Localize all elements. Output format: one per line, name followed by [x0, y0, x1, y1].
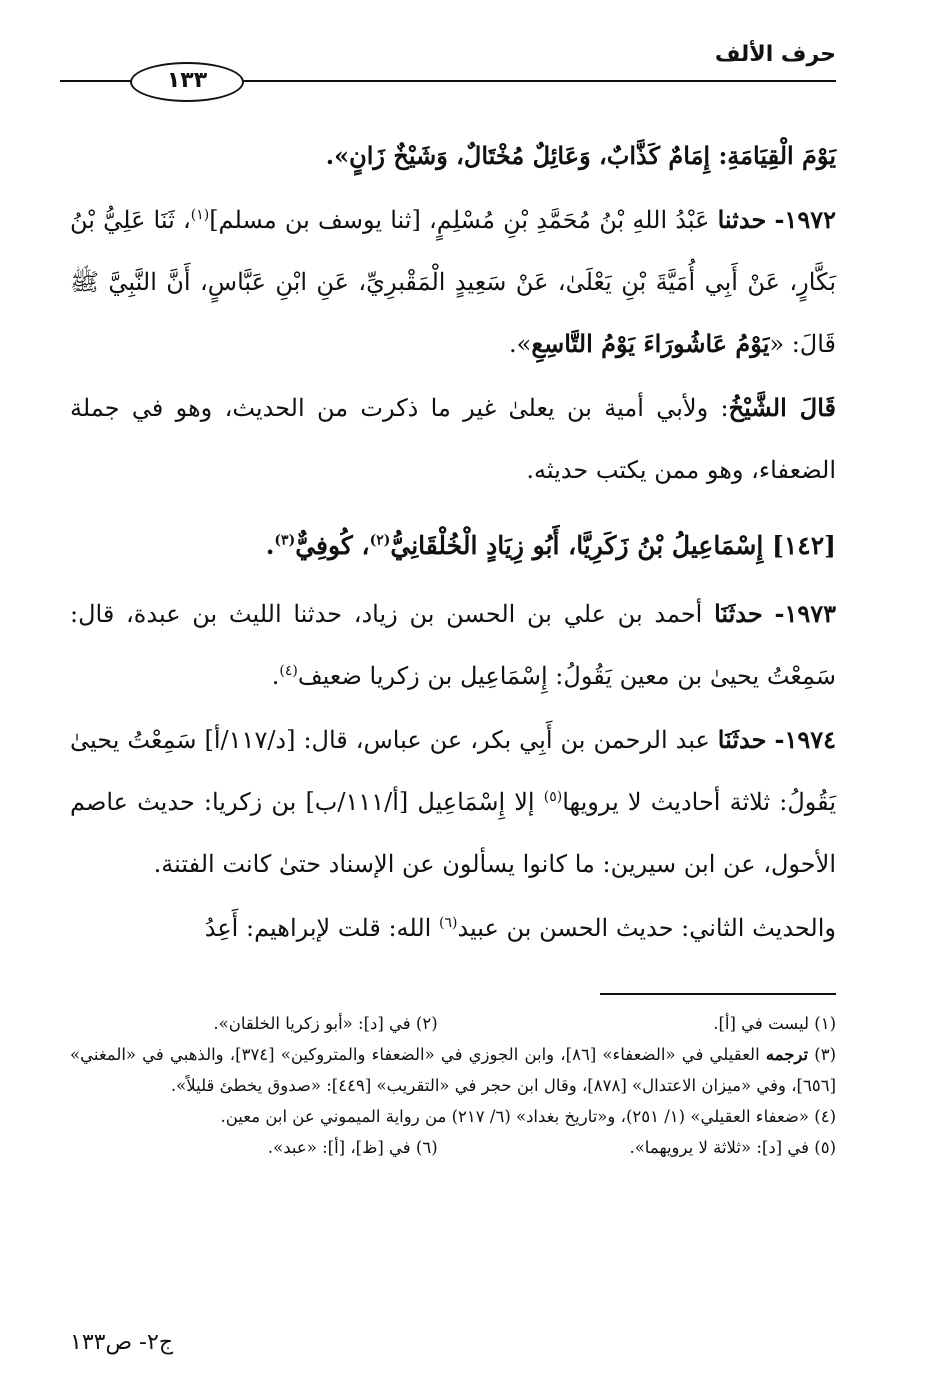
hadith-number: ١٩٧٣- [774, 599, 836, 628]
entry-heading: [١٤٢] إِسْمَاعِيلُ بْنُ زَكَرِيَّا، أَبُو زِيَادٍ الْخُلْقَانِيُّ$^{(٢)}$، كُوفِيٌّ$^{(٣)}$. [265, 531, 836, 560]
footnote-ref: (٦) [438, 915, 458, 931]
page-header [60, 40, 836, 93]
footnotes [70, 1008, 836, 1163]
footnote-row [70, 1132, 836, 1163]
second-hadith-text: والحديث الثاني: حديث الحسن بن عبيد$^{(٦)}$ الله: قلت لإبراهيم: أَعِدُ [204, 914, 836, 942]
footnote-ref: (٥) [543, 789, 563, 805]
hadith-1972: ١٩٧٢- حدثنا عَبْدُ اللهِ بْنُ مُحَمَّدِ بْنِ مُسْلِمٍ، [ثنا يوسف بن مسلم]$^{(١)}$، ثَنَا عَلِيُّ بْنُ بَكَّارٍ، عَنْ أَبِي أُمَيَّةَ بْنِ يَعْلَىٰ، عَنْ سَعِيدٍ الْمَقْبرِيِّ، عَنِ ابْنِ عَبَّاسٍ، أَنَّ النَّبِيَّ ﷺ قَالَ: «يَوْمُ عَاشُورَاءَ يَوْمُ التَّاسِعِ». [70, 205, 836, 358]
footnote-3: (٣) ترجمه العقيلي في «الضعفاء» [٨٦]، وابن الجوزي في «الضعفاء والمتروكين» [٣٧٤]، والذهبي في «المغني» [٦٥٦]، وفي «ميزان الاعتدال» [٨٧٨]، وقال ابن حجر في «التقريب» [٤٤٩]: «صدوق يخطئ قليلاً». [70, 1045, 837, 1095]
paragraph-continuation: يَوْمَ الْقِيَامَةِ: إِمَامٌ كَذَّابٌ، وَعَائِلٌ مُخْتَالٌ، وَشَيْخٌ زَانٍ». [325, 141, 836, 170]
footnote-ref: (١) [190, 207, 210, 223]
footnote-2: (٢) في [د]: «أبو زكريا الخلقان». [213, 1014, 438, 1033]
footnote-ref: (٤) [279, 663, 298, 679]
footnote-row [70, 1008, 836, 1039]
footnote-5: (٥) في [د]: «ثلاثة لا يرويهما». [629, 1138, 836, 1157]
main-text [70, 125, 836, 961]
running-title: حرف الألف [714, 42, 836, 67]
hadith-1973: ١٩٧٣- حدثَنَا أحمد بن علي بن الحسن بن زياد، حدثنا الليث بن عبدة، قال: سَمِعْتُ يحيىٰ بن معين يَقُولُ: إِسْمَاعِيل بن زكريا ضعيف$^{(٤)}$. [70, 599, 836, 690]
hadith-lead: حدثَنَا [714, 599, 763, 628]
volume-page-reference: ج٢- ص١٣٣ [70, 1330, 174, 1355]
entry-name: إِسْمَاعِيلُ بْنُ زَكَرِيَّا، أَبُو زِيَادٍ الْخُلْقَانِيُّ [390, 531, 764, 560]
footnote-6: (٦) في [ظ]، [أ]: «عبد». [267, 1138, 438, 1157]
hadith-lead: حدثنا [717, 205, 767, 234]
hadith-number: ١٩٧٤- [774, 725, 836, 754]
footnote-rule [600, 993, 836, 995]
page-number-badge: ١٣٣ [130, 62, 244, 102]
footnote-4: (٤) «ضعفاء العقيلي» (١/ ٢٥١)، و«تاريخ بغداد» (٦/ ٢١٧) من رواية الميموني عن ابن معين. [220, 1107, 836, 1126]
hadith-1974: ١٩٧٤- حدثَنَا عبد الرحمن بن أَبِي بكر، عن عباس، قال: [د/١١٧/أ] سَمِعْتُ يحيىٰ يَقُولُ: ثلاثة أحاديث لا يرويها$^{(٥)}$ إلا إِسْمَاعِيل [أ/١١١/ب] بن زكريا: حديث عاصم الأحول، عن ابن سيرين: ما كانوا يسألون عن الإسناد حتىٰ كانت الفتنة. [70, 725, 836, 878]
hadith-lead: حدثَنَا [717, 725, 767, 754]
footnote-ref: (٢) [369, 532, 391, 549]
shaykh-comment: قَالَ الشَّيْخُ: ولأبي أمية بن يعلىٰ غير ما ذكرت من الحديث، وهو في جملة الضعفاء، وهو ممن يكتب حديثه. [70, 393, 836, 484]
footnote-ref: (٣) [274, 532, 296, 549]
hadith-number: ١٩٧٢- [774, 205, 836, 234]
entry-number: [١٤٢] [772, 531, 836, 560]
footnote-1: (١) ليست في [أ]. [713, 1014, 836, 1033]
